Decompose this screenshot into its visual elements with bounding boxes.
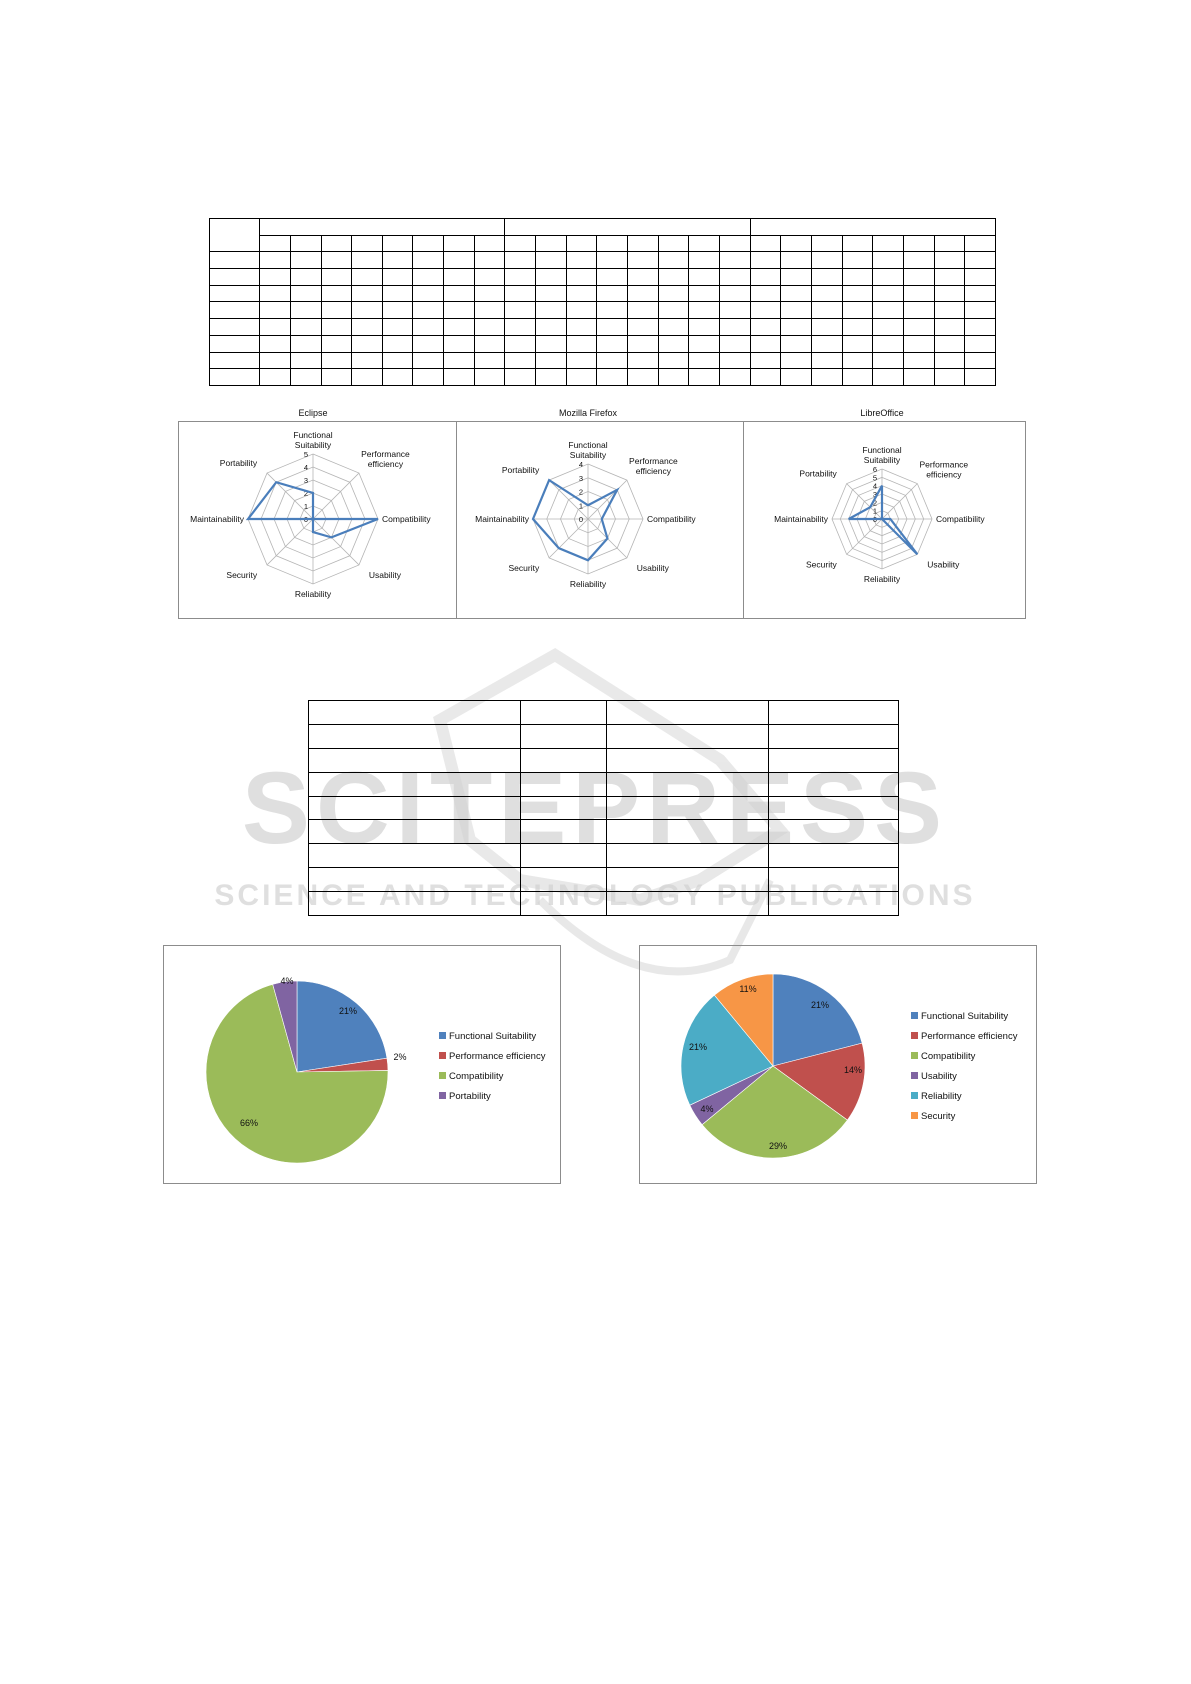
pie-data-label: 21%: [688, 1042, 708, 1052]
pie-chart-right: [681, 974, 1018, 1158]
radar-axis-label: Usability: [636, 562, 669, 573]
legend-label: Performance efficiency: [449, 1051, 546, 1062]
radar-axis-label: Security: [806, 559, 837, 570]
legend-swatch: [439, 1092, 446, 1099]
radar-tick-label: 1: [872, 506, 877, 516]
radar-axis-label: Performance efficiency: [629, 456, 678, 477]
legend-swatch: [911, 1092, 918, 1099]
radar-title: LibreOffice: [860, 408, 904, 418]
watermark-subtitle: SCIENCE AND TECHNOLOGY PUBLICATIONS: [214, 879, 976, 912]
legend-label: Performance efficiency: [921, 1031, 1018, 1042]
radar-axis-label: Usability: [927, 559, 960, 570]
legend-label: Usability: [921, 1071, 957, 1082]
legend-swatch: [911, 1072, 918, 1079]
radar-tick-label: 5: [872, 473, 877, 483]
radar-axis-label: Portability: [501, 465, 540, 476]
radar-tick-label: 2: [303, 489, 308, 498]
radar-axis-label: Functional Suitability: [293, 430, 333, 450]
radar-tick-label: 6: [872, 465, 877, 474]
legend-label: Compatibility: [921, 1051, 976, 1062]
pie-data-label: 4%: [280, 976, 294, 986]
legend-swatch: [439, 1032, 446, 1039]
radar-axis-label: Maintainability: [475, 514, 529, 524]
radar-axis-label: Usability: [368, 569, 401, 580]
radar-tick-label: 4: [578, 460, 583, 469]
legend-label: Portability: [449, 1091, 491, 1102]
pie-data-label: 21%: [810, 1000, 830, 1010]
radar-tick-label: 3: [872, 490, 877, 499]
radar-tick-label: 1: [578, 501, 583, 511]
pie-slice: [297, 981, 387, 1072]
legend-swatch: [911, 1052, 918, 1059]
legend-label: Functional Suitability: [921, 1011, 1009, 1022]
pie-data-label: 11%: [739, 984, 757, 994]
legend-label: Security: [921, 1111, 956, 1122]
pie-data-label: 21%: [338, 1006, 358, 1016]
radar-tick-label: 3: [303, 476, 308, 485]
radar-axis-label: Maintainability: [190, 514, 244, 524]
radar-tick-label: 0: [578, 515, 583, 524]
pie-data-label: 14%: [843, 1065, 863, 1075]
radar-axis-label: Reliability: [863, 574, 901, 584]
radar-axis-label: Security: [508, 562, 540, 573]
watermark-title: SCITEPRESS: [241, 751, 949, 865]
radar-axis-label: Performance efficiency: [919, 459, 969, 480]
legend-label: Reliability: [921, 1091, 962, 1102]
legend-label: Functional Suitability: [449, 1031, 537, 1042]
legend-swatch: [911, 1012, 918, 1019]
legend-swatch: [439, 1052, 446, 1059]
radar-tick-label: 5: [303, 450, 308, 459]
radar-tick-label: 4: [303, 463, 308, 472]
radar-tick-label: 2: [872, 498, 877, 508]
radar-title: Mozilla Firefox: [558, 408, 618, 418]
radar-tick-label: 0: [303, 515, 308, 524]
radar-tick-label: 2: [578, 487, 583, 497]
radar-axis-label: Reliability: [569, 579, 607, 589]
legend-swatch: [911, 1032, 918, 1039]
radar-axis-label: Functional Suitability: [862, 445, 902, 465]
pie-data-label: 2%: [393, 1052, 407, 1062]
radar-axis-label: Reliability: [294, 589, 332, 599]
radar-axis-label: Compatibility: [382, 514, 431, 524]
radar-title: Eclipse: [298, 408, 328, 418]
legend-label: Compatibility: [449, 1071, 504, 1082]
pie-data-label: 66%: [239, 1118, 259, 1128]
radar-axis-label: Functional Suitability: [568, 440, 608, 460]
pie-data-label: 29%: [768, 1141, 788, 1151]
legend-swatch: [439, 1072, 446, 1079]
pie-data-label: 4%: [700, 1104, 714, 1114]
radar-axis-label: Performance efficiency: [361, 449, 410, 470]
radar-axis-label: Maintainability: [774, 514, 828, 524]
radar-axis-label: Compatibility: [936, 514, 985, 524]
radar-axis-label: Compatibility: [647, 514, 696, 524]
radar-axis-label: Security: [226, 569, 258, 580]
radar-axis-label: Portability: [219, 458, 258, 469]
radar-tick-label: 0: [872, 515, 877, 524]
legend-swatch: [911, 1112, 918, 1119]
radar-tick-label: 4: [872, 481, 877, 491]
radar-tick-label: 3: [578, 473, 583, 483]
pie-chart-left: [206, 976, 546, 1163]
radar-axis-label: Portability: [799, 468, 837, 479]
radar-tick-label: 1: [303, 502, 308, 511]
